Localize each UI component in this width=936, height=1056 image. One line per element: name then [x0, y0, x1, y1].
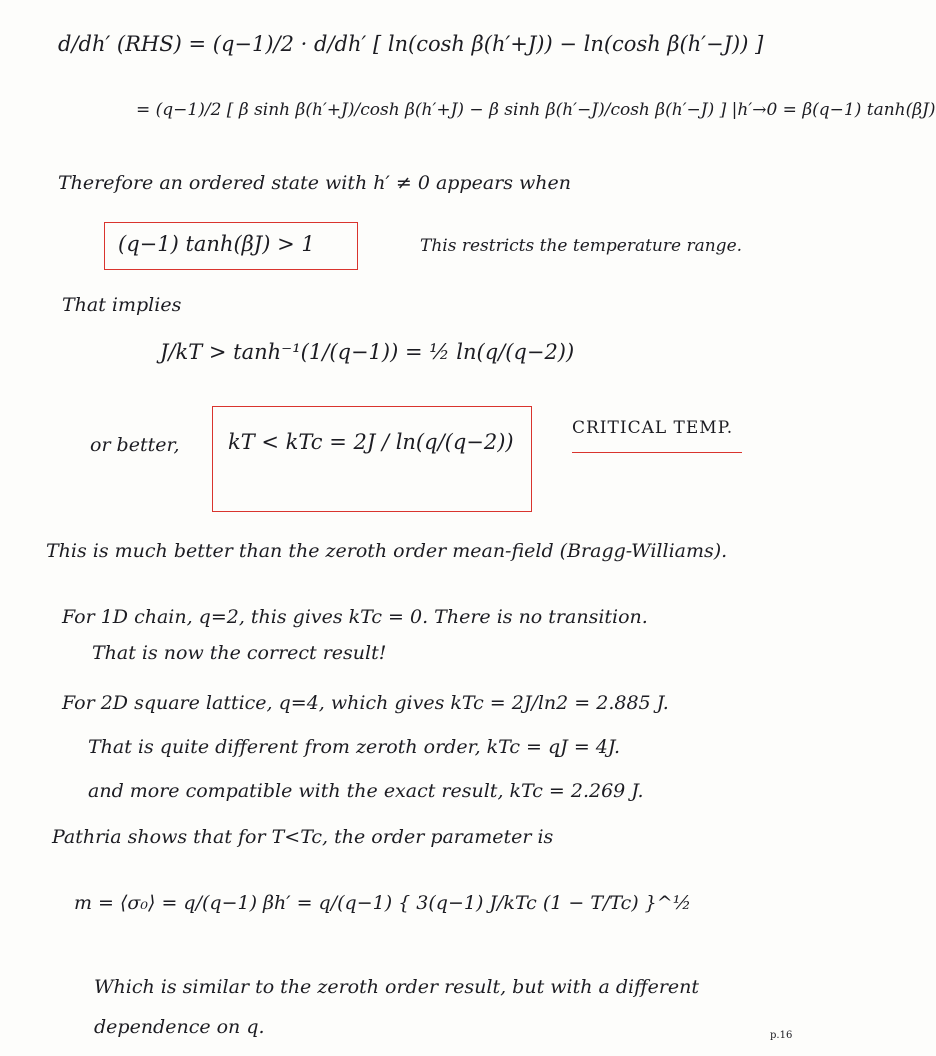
critical-temperature-box — [212, 406, 532, 512]
ordered-state-statement: Therefore an ordered state with h′ ≠ 0 appears when — [58, 172, 572, 194]
bragg-williams-comparison: This is much better than the zeroth order mean-field (Bragg-Williams). — [46, 540, 728, 562]
ordering-condition: (q−1) tanh(βJ) > 1 — [118, 232, 315, 256]
correct-result-note: That is now the correct result! — [92, 642, 387, 664]
zeroth-order-comparison: That is quite different from zeroth order, kTc = qJ = 4J. — [88, 736, 621, 758]
pathria-statement: Pathria shows that for T<Tc, the order parameter is — [52, 826, 554, 848]
conclusion-line-2: dependence on q. — [94, 1016, 265, 1038]
or-better-text: or better, — [90, 434, 180, 456]
two-d-lattice-result: For 2D square lattice, q=4, which gives kTc = 2J/ln2 = 2.885 J. — [62, 692, 669, 714]
one-d-chain-result: For 1D chain, q=2, this gives kTc = 0. There is no transition. — [62, 606, 648, 628]
critical-temperature-formula: kT < kTc = 2J / ln(q/(q−2)) — [228, 430, 514, 454]
critical-temp-underline — [572, 452, 742, 453]
inverse-tanh-inequality: J/kT > tanh⁻¹(1/(q−1)) = ½ ln(q/(q−2)) — [160, 340, 575, 364]
order-parameter-formula: m = ⟨σ₀⟩ = q/(q−1) βh′ = q/(q−1) { 3(q−1) J/kTc (1 − T/Tc) }^½ — [74, 892, 692, 914]
that-implies-text: That implies — [62, 294, 182, 316]
critical-temp-label: CRITICAL TEMP. — [572, 418, 734, 438]
exact-result-comparison: and more compatible with the exact result, kTc = 2.269 J. — [88, 780, 644, 802]
conclusion-line-1: Which is similar to the zeroth order result, but with a different — [94, 976, 700, 998]
derivative-equation-line-2: = (q−1)/2 [ β sinh β(h′+J)/cosh β(h′+J) − β sinh β(h′−J)/cosh β(h′−J) ] |h′→0 = β(q−1) tanh(βJ) — [136, 100, 936, 120]
derivative-equation-line-1: d/dh′ (RHS) = (q−1)/2 · d/dh′ [ ln(cosh β(h′+J)) − ln(cosh β(h′−J)) ] — [58, 32, 764, 56]
page-number: p.16 — [770, 1030, 793, 1041]
temperature-range-note: This restricts the temperature range. — [420, 236, 743, 256]
